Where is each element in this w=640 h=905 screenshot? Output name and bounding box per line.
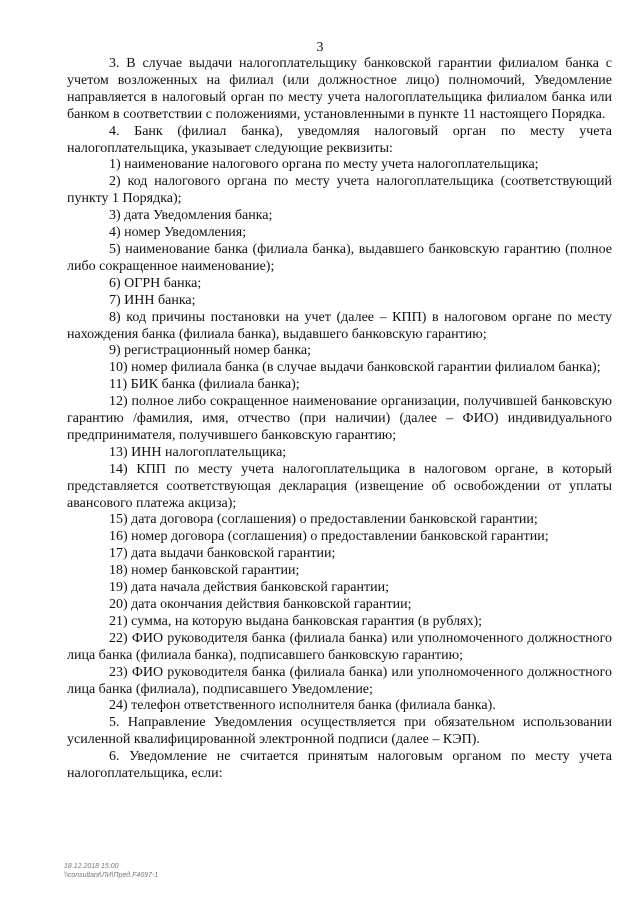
paragraph: 4. Банк (филиал банка), уведомляя налоговый орган по месту учета налогоплательщика, указывает следующие реквизиты:	[67, 123, 612, 156]
paragraph: 6) ОГРН банка;	[109, 275, 202, 291]
paragraph: 18) номер банковской гарантии;	[109, 563, 300, 579]
paragraph: 5) наименование банка (филиала банка), выдавшего банковскую гарантию (полное либо сокращенное наименование);	[67, 241, 612, 274]
paragraph: 16) номер договора (соглашения) о предоставлении банковской гарантии;	[109, 529, 549, 545]
paragraph: 19) дата начала действия банковской гарантии;	[109, 580, 389, 596]
paragraph: 8) код причины постановки на учет (далее – КПП) в налоговом органе по месту нахождения банка (филиала банка), выдавшего банковскую гарантию;	[67, 309, 612, 342]
paragraph: 23) ФИО руководителя банка (филиала банка) или уполномоченного должностного лица банка (филиала), подписавшего Уведомление;	[67, 664, 612, 697]
paragraph: 22) ФИО руководителя банка (филиала банка) или уполномоченного должностного лица банка (филиала банка), подписавшего банковскую гарантию;	[67, 630, 612, 663]
paragraph: 9) регистрационный номер банка;	[109, 343, 312, 359]
page-number: 3	[316, 40, 324, 55]
paragraph: 12) полное либо сокращенное наименование организации, получившей банковскую гарантию /фамилия, имя, отчество (при наличии) (далее – ФИО) индивидуального предпринимателя, получившего банковскую гарантию;	[67, 394, 612, 443]
paragraph: 7) ИНН банка;	[109, 292, 196, 308]
footer-stamp	[64, 862, 158, 880]
paragraph: 1) наименование налогового органа по месту учета налогоплательщика;	[109, 157, 539, 173]
paragraph: 3) дата Уведомления банка;	[109, 208, 273, 224]
paragraph: 15) дата договора (соглашения) о предоставлении банковской гарантии;	[109, 512, 538, 528]
footer-timestamp: 18.12.2018 15:00	[64, 863, 119, 870]
paragraph: 2) код налогового органа по месту учета налогоплательщика (соответствующий пункту 1 Порядка);	[67, 174, 612, 207]
paragraph: 13) ИНН налогоплательщика;	[109, 444, 287, 460]
paragraph: 21) сумма, на которую выдана банковская гарантия (в рублях);	[109, 613, 482, 629]
paragraph: 6. Уведомление не считается принятым налоговым органом по месту учета налогоплательщика, если:	[67, 749, 612, 782]
paragraph: 3. В случае выдачи налогоплательщику банковской гарантии филиалом банка с учетом возложенных на филиал (или должностное лицо) полномочий, Уведомление направляется в налоговый орган по месту учета налогоплательщика филиалом банка или банком в соответствии с положениями, установленными в пункте 11 настоящего Порядка.	[67, 56, 612, 122]
paragraph: 24) телефон ответственного исполнителя банка (филиала банка).	[109, 698, 496, 714]
paragraph: 4) номер Уведомления;	[109, 225, 247, 241]
paragraph: 5. Направление Уведомления осуществляется при обязательном использовании усиленной квалифицированной электронной подписи (далее – КЭП).	[67, 715, 612, 748]
paragraph: 20) дата окончания действия банковской гарантии;	[109, 597, 412, 612]
paragraph: 10) номер филиала банка (в случае выдачи банковской гарантии филиалом банка);	[109, 360, 601, 376]
paragraph: 11) БИК банка (филиала банка);	[109, 377, 300, 393]
paragraph: 14) КПП по месту учета налогоплательщика в налоговом органе, в который представляется соответствующая декларация (извещение об освобождении от уплаты авансового платежа акциза);	[67, 461, 612, 511]
document-body	[67, 56, 612, 783]
paragraph: 17) дата выдачи банковской гарантии;	[109, 546, 336, 562]
footer-path: \\consultant\ЛИ\Пред.F4697-1	[64, 872, 159, 879]
